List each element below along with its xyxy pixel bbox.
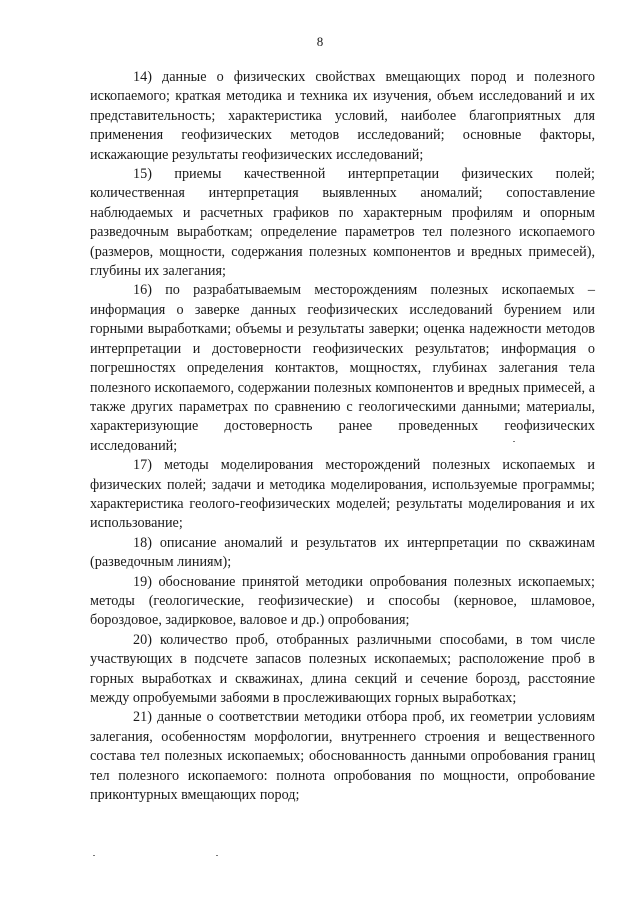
list-item-15: 15) приемы качественной интерпретации физических полей; количественная интерпретация выявленных аномалий; сопоставление наблюдаемых и расчетных графиков по характерным профилям и опорным разведочным выработкам; определение параметров тел полезного ископаемого (размеров, мощности, содержания полезных компонентов и вредных примесей), глубины их залегания; <box>90 166 595 280</box>
list-item-20: 20) количество проб, отобранных различными способами, в том числе участвующих в подсчете запасов полезных ископаемых; расположение проб в горных выработках и скважинах, длина секций и сечение борозд, расстояние между опробуемыми забоями в прослеживающих горных выработках; <box>90 631 595 706</box>
page-number: 8 <box>316 34 324 49</box>
scan-speck <box>216 855 218 856</box>
list-item-18: 18) описание аномалий и результатов их интерпретации по скважинам (разведочным линиям); <box>90 534 595 571</box>
document-body <box>90 68 595 805</box>
list-item-17: 17) методы моделирования месторождений полезных ископаемых и физических полей; задачи и методика моделирования, используемые программы; характеристика геолого-геофизических моделей; результаты моделирования и их использование; <box>90 457 595 532</box>
scan-speck <box>513 441 515 442</box>
list-item-19: 19) обоснование принятой методики опробования полезных ископаемых; методы (геологические, геофизические) и способы (керновое, шламовое, бороздовое, задирковое, валовое и др.) опробования; <box>90 573 595 629</box>
list-item-21: 21) данные о соответствии методики отбора проб, их геометрии условиям залегания, особенностям морфологии, внутреннего строения и вещественного состава тел полезных ископаемых; обоснованность данными опробования границ тел полезного ископаемого: полнота опробования по мощности, опробование приконтурных вмещающих пород; <box>90 709 595 804</box>
list-item-16: 16) по разрабатываемым месторождениям полезных ископаемых – информация о заверке данных геофизических исследований бурением или горными выработками; объемы и результаты заверки; оценка надежности методов интерпретации и достоверности геофизических результатов; информация о погрешностях определения контактов, мощностях, глубинах залегания тела полезного ископаемого, содержании полезных компонентов и вредных примесей, а также других параметрах по сравнению с геологическими данными; материалы, характеризующие достоверность ранее проведенных геофизических исследований; <box>90 282 595 454</box>
scan-speck <box>93 855 95 856</box>
list-item-14: 14) данные о физических свойствах вмещающих пород и полезного ископаемого; краткая методика и техника их изучения, объем исследований и их представительность; характеристика условий, наиболее благоприятных для применения геофизических методов исследований; основные факторы, искажающие результаты геофизических исследований; <box>90 69 595 163</box>
